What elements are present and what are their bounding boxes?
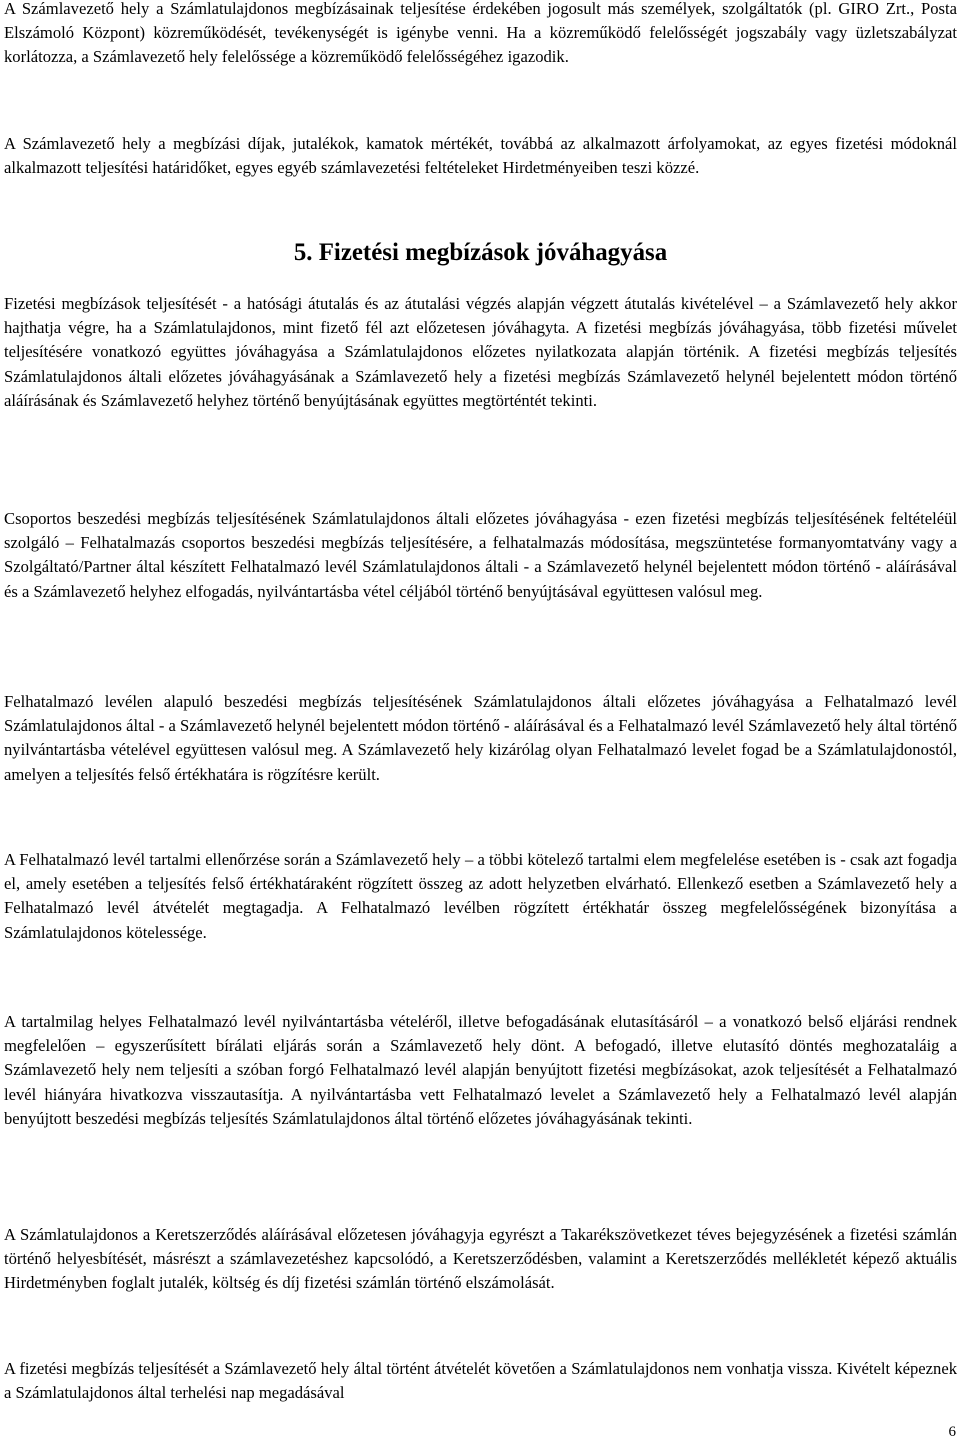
paragraph-letter-registration: A tartalmilag helyes Felhatalmazó levél nyilvántartásba vételéről, illetve befogadásának elutasításáról – a vonatkozó belső eljárási rendnek megfelelően – egyszerűsített bírálati eljárás során a Számlavezető hely dönt. A befogadó, illetve elutasító döntés meghozataláig a Számlavezető hely nem teljesíti a szóban forgó Felhatalmazó levél alapján benyújtott fizetési megbízásokat, azok teljesítését a Felhatalmazó levél hiányára hivatkozva visszautasítja. A nyilvántartásba vett Felhatalmazó levelet a Számlavezető hely a Felhatalmazó levél alapján benyújtott beszedési megbízás teljesítés Számlatulajdonos által történő előzetes jóváhagyásának tekinti. — [4, 1012, 957, 1128]
paragraph-payment-approval: Fizetési megbízások teljesítését - a hatósági átutalás és az átutalási végzés alapján végzett átutalás kivételével – a Számlavezető hely akkor hajthatja végre, ha a Számlatulajdonos, mint fizető fél azt előzetesen jóváhagyta. A fizetési megbízás jóváhagyása, több fizetési művelet teljesítésére vonatkozó együttes jóváhagyása a Számlatulajdonos előzetes nyilatkozata alapján történik. A fizetési megbízás teljesítés Számlatulajdonos általi előzetes jóváhagyásának a Számlavezető hely a fizetési megbízás Számlavezető helynél bejelentett módon történő aláírásának és Számlavezető helyhez történő benyújtásának együttes megtörténtét tekinti. — [4, 294, 957, 410]
paragraph-intermediaries: A Számlavezető hely a Számlatulajdonos megbízásainak teljesítése érdekében jogosult más személyek, szolgáltatók (pl. GIRO Zrt., Posta Elszámoló Központ) közreműködését, tevékenységét is igénybe venni. Ha a közreműködő felelősségét jogszabály vagy üzletszabályzat korlátozza, a Számlavezető hely felelőssége a közreműködő felelősségéhez igazodik. — [4, 0, 957, 67]
paragraph-withdrawal: A fizetési megbízás teljesítését a Számlavezető hely által történt átvételét követően a Számlatulajdonos nem vonhatja vissza. Kivételt képeznek a Számlatulajdonos által terhelési nap megadásával — [4, 1359, 957, 1403]
paragraph-fees-publication: A Számlavezető hely a megbízási díjak, jutalékok, kamatok mértékét, továbbá az alkalmazott árfolyamokat, az egyes fizetési módoknál alkalmazott teljesítési határidőket, egyes egyéb számlavezetési feltételeket Hirdetményeiben teszi közzé. — [4, 134, 957, 178]
section-heading: 5. Fizetési megbízások jóváhagyása — [293, 239, 668, 266]
paragraph-framework-contract: A Számlatulajdonos a Keretszerződés aláírásával előzetesen jóváhagyja egyrészt a Takarékszövetkezet téves bejegyzésének a fizetési számlán történő helyesbítését, másrészt a számlavezetéshez kapcsolódó, a Keretszerződésben, valamint a Keretszerződés mellékletét képező aktuális Hirdetményben foglalt jutalék, költség és díj fizetési számlán történő elszámolását. — [4, 1225, 957, 1293]
paragraph-authorization-letter: Felhatalmazó levélen alapuló beszedési megbízás teljesítésének Számlatulajdonos általi előzetes jóváhagyása a Felhatalmazó levél Számlatulajdonos által - a Számlavezető helynél bejelentett módon történő - aláírásával és a Felhatalmazó levél Számlavezető hely által történő nyilvántartásba vételével együttesen valósul meg. A Számlavezető hely kizárólag olyan Felhatalmazó levelet fogad be a Számlatulajdonostól, amelyen a teljesítés felső értékhatára is rögzítésre került. — [4, 692, 957, 784]
paragraph-letter-content-check: A Felhatalmazó levél tartalmi ellenőrzése során a Számlavezető hely – a többi kötelező tartalmi elem megfelelése esetében is - csak azt fogadja el, amely esetében a teljesítés felső értékhatáraként rögzített összeg az adott helyzetben elvárható. Ellenkező esetben a Számlavezető hely a Felhatalmazó levél átvételét megtagadja. A Felhatalmazó levélben rögzített értékhatár összeg megfelelősségének bizonyítása a Számlatulajdonos kötelessége. — [4, 850, 957, 942]
page-number: 6 — [948, 1424, 956, 1440]
paragraph-group-collection: Csoportos beszedési megbízás teljesítésének Számlatulajdonos általi előzetes jóváhagyása - ezen fizetési megbízás teljesítésének feltételéül szolgáló – Felhatalmazás csoportos beszedési megbízás teljesítésére, a felhatalmazás módosítása, megszüntetése formanyomtatvány vagy a Szolgáltató/Partner által készített Felhatalmazó levél Számlatulajdonos általi - a Számlavezető helynél bejelentett módon történő - aláírásával és a Számlavezető helyhez elfogadás, nyilvántartásba vétel céljából történő benyújtásával együttesen valósul meg. — [4, 509, 957, 601]
